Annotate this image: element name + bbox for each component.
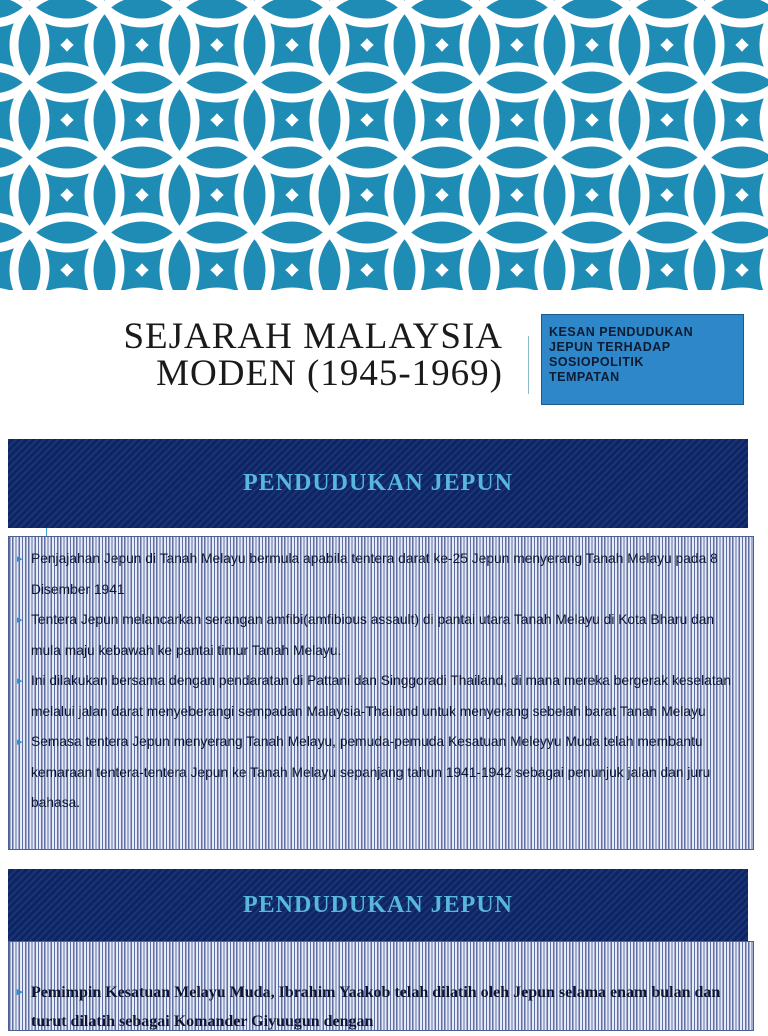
subtitle-line: SOSIOPOLITIK <box>549 355 644 369</box>
slide-heading: PENDUDUKAN JEPUN <box>243 891 513 918</box>
subtitle-line: TEMPATAN <box>549 370 620 384</box>
slide-content <box>8 941 754 1031</box>
bullet-arrow-icon: ▸ <box>17 736 23 748</box>
bullet-item: ▸ Pemimpin Kesatuan Melayu Muda, Ibrahim Yaakob telah dilatih oleh Jepun selama enam bulan dan turut dilatih sebagai Komander Giyuugun dengan <box>15 978 745 1036</box>
bullet-item: ▸ Tentera Jepun melancarkan serangan amfibi(amfibious assault) di pantai utara Tanah Melayu di Kota Bharu dan mula maju kebawah ke pantai timur Tanah Melayu. <box>15 605 745 666</box>
bullet-arrow-icon: ▸ <box>17 614 23 626</box>
title-divider <box>528 336 529 394</box>
title-line-1: SEJARAH MALAYSIA <box>123 316 503 357</box>
slide-heading-banner <box>8 869 748 941</box>
bullet-arrow-icon: ▸ <box>17 553 23 565</box>
presentation-title <box>123 318 503 392</box>
subtitle-line: KESAN PENDUDUKAN <box>549 325 694 339</box>
subtitle-line: JEPUN TERHADAP <box>549 340 671 354</box>
bullet-item: ▸ Semasa tentera Jepun menyerang Tanah Melayu, pemuda-pemuda Kesatuan Meleyyu Muda telah membantu kemaraan tentera-tentera Jepun ke Tanah Melayu sepanjang tahun 1941-1942 sebagai penunjuk jalan dan juru bahasa. <box>15 727 745 819</box>
title-line-2: MODEN (1945-1969) <box>156 353 503 394</box>
slide-content <box>8 536 754 850</box>
bullet-arrow-icon: ▸ <box>17 675 23 687</box>
bullet-item: ▸ Ini dilakukan bersama dengan pendaratan di Pattani dan Singgoradi Thailand, di mana mereka bergerak keselatan melalui jalan darat menyeberangi sempadan Malaysia-Thailand untuk menyerang sebelah barat Tanah Melayu <box>15 666 745 727</box>
slide-heading: PENDUDUKAN JEPUN <box>243 470 513 496</box>
slide-heading-banner <box>8 439 748 528</box>
bullet-arrow-icon: ▸ <box>17 986 23 998</box>
decorative-pattern-banner <box>0 0 768 290</box>
bullet-item: ▸ Penjajahan Jepun di Tanah Melayu bermula apabila tentera darat ke-25 Jepun menyerang Tanah Melayu pada 8 Disember 1941 <box>15 544 745 605</box>
subtitle-box <box>541 314 744 405</box>
